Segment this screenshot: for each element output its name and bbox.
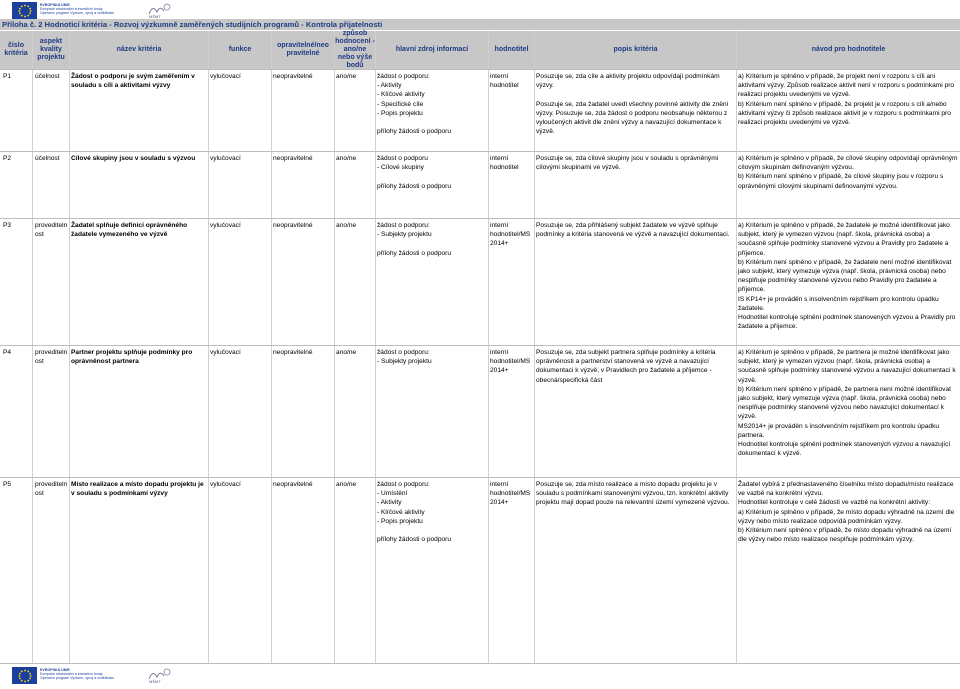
msmt-logo-icon [145,2,175,19]
svg-text:MŠMT: MŠMT [149,14,161,19]
header-opravitelne: opravitelné/neo pravitelné [277,42,329,57]
cell-hodnotitel: interní hodnotitel [490,155,519,172]
row-divider [0,151,960,152]
cell-zpusob: ano/ne [336,222,357,229]
cell-id: P4 [3,349,12,356]
eu-text: EVROPSKÁ UNIE Evropské strukturální a investiční fondy Operační program Výzkum, vývoj a vzdělávání [40,3,115,16]
row-divider [0,477,960,478]
msmt-logo-icon [145,667,175,684]
column-divider [69,31,70,663]
column-divider [334,31,335,663]
column-divider [32,31,33,663]
cell-zpusob: ano/ne [336,73,357,80]
column-divider [736,31,737,663]
header-navod: návod pro hodnotitele [811,46,886,53]
cell-popis: Posuzuje se, zda cílové skupiny jsou v souladu s oprávněnými cílovými skupinami ve výzvě. [536,155,719,172]
cell-popis: Posuzuje se, zda přihlášený subjekt žadatele ve výzvě splňuje podmínky a kritéria stanovená ve výzvě a navazující dokumentaci. [536,222,730,239]
cell-aspekt: proveditelnost [35,222,68,239]
cell-zpusob: ano/ne [336,155,357,162]
page-title: Příloha č. 2 Hodnoticí kritéria - Rozvoj výzkumně zaměřených studijních programů - Kontrola přijatelnosti [0,19,960,30]
cell-nazev: Cílové skupiny jsou v souladu s výzvou [71,155,196,162]
footer-logo [0,667,180,685]
cell-zdroj: žádost o podporu - Cílové skupiny přílohy žádosti o podporu [377,155,452,190]
cell-nazev: Partner projektu splňuje podmínky pro oprávněnost partnera [71,349,193,366]
cell-hodnotitel: interní hodnotitel/MS 2014+ [490,481,531,507]
header-nazev: název kritéria [116,46,162,53]
header-cislo: číslo kritéria [4,42,28,57]
cell-popis: Posuzuje se, zda místo realizace a místo dopadu projektu je v souladu s podmínkami stanovenými výzvou, tzn. konkrétní aktivity projektu mají dopad pouze na relevantní území vymezené výzvou. [536,481,730,507]
header-zpusob: způsob hodnocení - ano/ne nebo výše bodů [335,30,375,69]
cell-opravitelne: neopravitelné [273,349,313,356]
row-divider [0,345,960,346]
header-aspekt: aspekt kvality projektu [37,38,65,61]
cell-zpusob: ano/ne [336,481,357,488]
cell-id: P2 [3,155,12,162]
cell-navod: Žadatel vybírá z přednastaveného číselníku místo dopadu/místo realizace ve vazbě na konkrétní výzvu. Hodnotitel kontroluje v celé žádosti ve vazbě na konkrétní aktivity: a) Kritérium je splněno v případě, že místo dopadu výhradně na území dle výzvy nebo místo realizace odpovídá podmínkám výzvy. b) Kritérium není splněno v případě, že místo dopadu výhradně na území dle výzvy nebo místo realizace nesplňuje podmínkám výzvy. [738,481,955,544]
cell-opravitelne: neopravitelné [273,481,313,488]
cell-popis: Posuzuje se, zda subjekt partnera splňuje podmínky a kritéria oprávněnosti a partnerství stanovená ve výzvě a navazující dokumentaci k výzvě, v Pravidlech pro žadatele a příjemce - obecná/specifická část [536,349,716,384]
cell-navod: a) Kritérium je splněno v případě, že projekt není v rozporu s cíli ani aktivitami výzvy. Způsob realizace aktivit není v rozporu s podmínkami pro realizaci projektu uvedenými ve výzvě. b) Kritérium není splněno v případě, že projekt je v rozporu s cíli a/nebo aktivitami výzvy či způsob realizace aktivit je v rozporu s podmínkami pro realizaci projektu uvedenými ve výzvě. [738,73,955,127]
cell-funkce: vylučovací [210,481,241,488]
cell-hodnotitel: interní hodnotitel/MS 2014+ [490,349,531,375]
cell-nazev: Žádost o podporu je svým zaměřením v souladu s cíli a aktivitami výzvy [71,73,195,90]
cell-zdroj: žádost o podporu: - Aktivity - Klíčové aktivity - Specifické cíle - Popis projektu přílohy žádosti o podporu [377,73,452,136]
cell-aspekt: proveditelnost [35,481,68,498]
cell-funkce: vylučovací [210,155,241,162]
column-divider [271,31,272,663]
cell-opravitelne: neopravitelné [273,155,313,162]
cell-id: P3 [3,222,12,229]
column-divider [375,31,376,663]
table-header [0,31,960,69]
cell-funkce: vylučovací [210,222,241,229]
cell-navod: a) Kritérium je splněno v případě, že žadatele je možné identifikovat jako subjekt, který je vymezen výzvou (např. škola, právnická osoba) a současně splňuje podmínky stanovené výzvou a Pravidly pro žadatele a příjemce. b) Kritérium není splněno v případě, že žadatele není možné identifikovat jako subjekt, který vymezuje výzva (např. škola, právnická osoba) nebo nesplňuje podmínky stanovené výzvou nebo Pravidly pro žadatele a příjemce. IS KP14+ je prováděn s insolvenčním rejstříkem pro kontrolu úpadku žadatele. Hodnotitel kontroluje splnění podmínek stanovených výzvou a Pravidly pro žadatele a příjemce. [738,222,956,331]
cell-funkce: vylučovací [210,349,241,356]
column-divider [534,31,535,663]
cell-hodnotitel: interní hodnotitel/MS 2014+ [490,222,531,248]
cell-popis: Posuzuje se, zda cíle a aktivity projektu odpovídají podmínkám výzvy. Posuzuje se, zda žadatel uvedl všechny povinné aktivity dle znění výzvy. Posuzuje se, zda žádost o podporu neobsahuje některou z vyloučených aktivit dle znění výzvy a navazující dokumentace k výzvě. [536,73,729,136]
cell-nazev: Místo realizace a místo dopadu projektu je v souladu s podmínkami výzvy [71,481,204,498]
cell-aspekt: proveditelnost [35,349,68,366]
cell-hodnotitel: interní hodnotitel [490,73,519,90]
header-funkce: funkce [228,46,252,53]
cell-zpusob: ano/ne [336,349,357,356]
cell-funkce: vylučovací [210,73,241,80]
cell-id: P1 [3,73,12,80]
column-divider [488,31,489,663]
svg-text:MŠMT: MŠMT [149,679,161,684]
cell-zdroj: žádost o podporu: - Subjekty projektu [377,349,432,366]
header-popis: popis kritéria [613,46,658,53]
cell-id: P5 [3,481,12,488]
cell-opravitelne: neopravitelné [273,222,313,229]
eu-text: EVROPSKÁ UNIE Evropské strukturální a investiční fondy Operační program Výzkum, vývoj a vzdělávání [40,668,115,681]
cell-navod: a) Kritérium je splněno v případě, že cílové skupiny odpovídají oprávněným cílovým skupinám definovaným výzvou. b) Kritérium není splněno v případě, že cílové skupiny jsou v rozporu s oprávněnými cílovými skupinami definovanými výzvou. [738,155,958,190]
cell-aspekt: účelnost [35,73,60,80]
cell-navod: a) Kritérium je splněno v případě, že partnera je možné identifikovat jako subjekt, který je vymezen výzvou (např. škola, právnická osoba) a současně splňuje podmínky stanovené výzvou a navazující dokumentací k výzvě. b) Kritérium není splněno v případě, že partnera není možné identifikovat jako subjekt, který vymezuje výzva (např. škola, právnická osoba) nebo nesplňuje podmínky stanovené výzvou nebo navazující dokumentací k výzvě. MS2014+ je prováděn s insolvenčním rejstříkem pro kontrolu úpadku partnera. Hodnotitel kontroluje splnění podmínek stanovených výzvou a navazující dokumentací k výzvě. [738,349,956,458]
eu-flag-icon [12,2,37,19]
cell-zdroj: žádost o podporu: - Subjekty projektu přílohy žádosti o podporu [377,222,452,257]
cell-aspekt: účelnost [35,155,60,162]
header-hodnotitel: hodnotitel [494,46,529,53]
row-divider [0,218,960,219]
cell-opravitelne: neopravitelné [273,73,313,80]
cell-nazev: Žadatel splňuje definici oprávněného žadatele vymezeného ve výzvě [71,222,188,239]
column-divider [208,31,209,663]
row-divider [0,69,960,70]
eu-flag-icon [12,667,37,684]
cell-zdroj: žádost o podporu: - Umístění - Aktivity - Klíčové aktivity - Popis projektu přílohy žádosti o podporu [377,481,452,544]
row-divider [0,663,960,664]
header-logo [0,2,180,20]
header-zdroj: hlavní zdroj informací [395,46,469,53]
